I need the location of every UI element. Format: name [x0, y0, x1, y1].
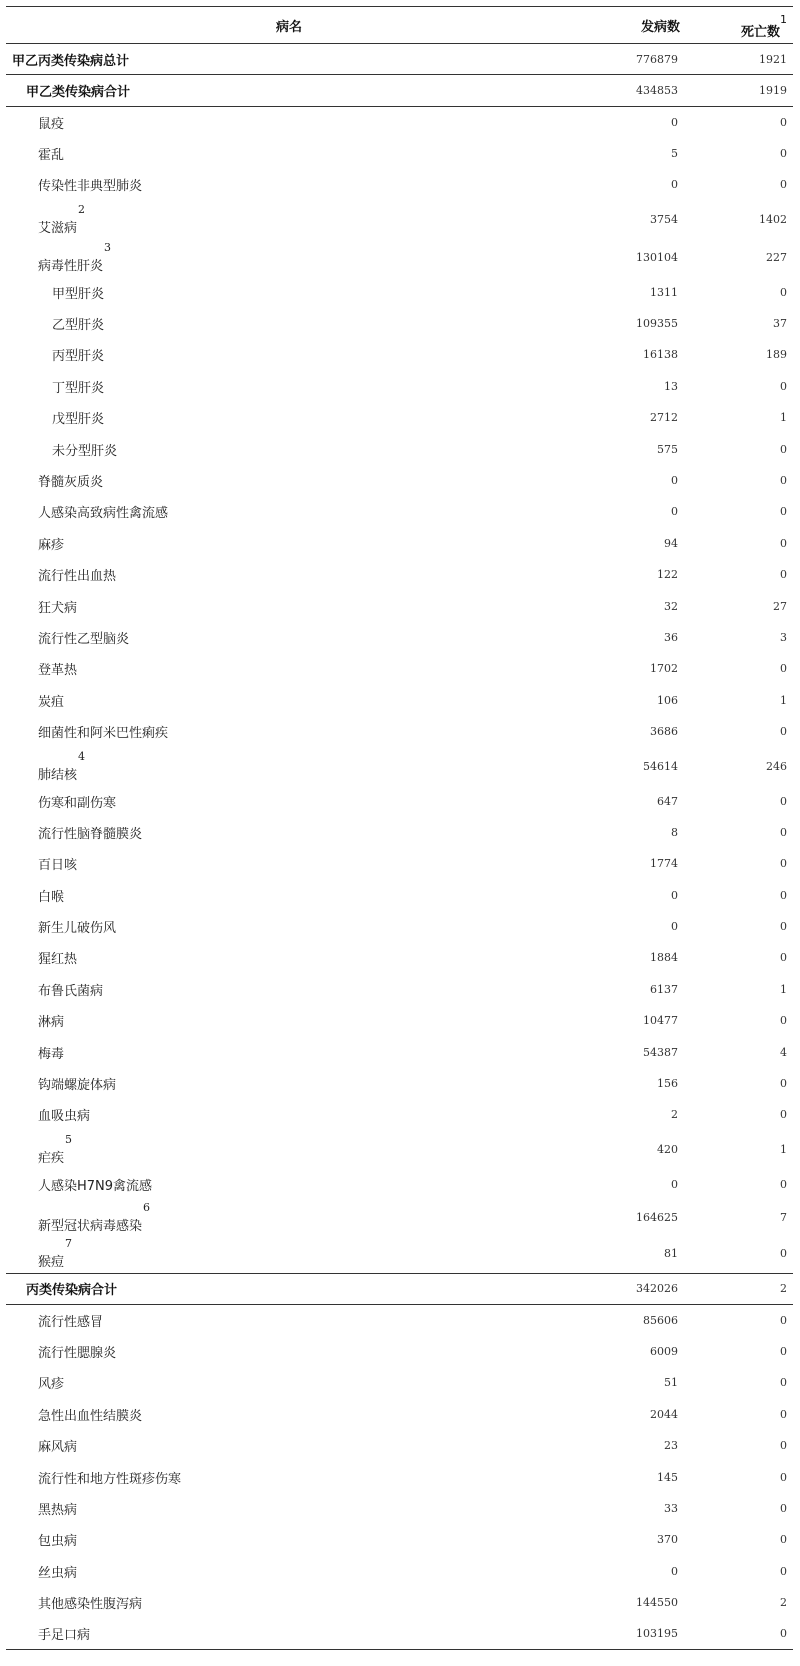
disease-name-with-footnote: [38, 240, 112, 274]
cases-cell: 1774: [650, 857, 678, 871]
cases-cell: 3754: [650, 212, 678, 226]
cases-cell: 122: [657, 568, 678, 582]
table-row: [6, 1587, 793, 1618]
table-row: [6, 1005, 793, 1036]
disease-name-cell: 鼠疫: [38, 116, 65, 132]
cases-cell: 156: [657, 1077, 678, 1091]
cases-cell: 2712: [650, 411, 678, 425]
disease-name-cell: 甲乙类传染病合计: [6, 75, 572, 106]
disease-name-cell: [6, 238, 572, 276]
disease-name-cell: 包虫病: [38, 1534, 78, 1550]
table-row: [6, 747, 793, 785]
table-row: [6, 974, 793, 1005]
disease-name: 新型冠状病毒感染: [38, 1219, 143, 1234]
disease-name-with-footnote: [38, 1133, 73, 1167]
deaths-cell: 4: [780, 1045, 787, 1059]
deaths-cell: 0: [780, 825, 787, 839]
footnote-marker: 5: [65, 1133, 73, 1147]
cases-cell: 10477: [643, 1014, 678, 1028]
deaths-cell: 0: [780, 1313, 787, 1327]
deaths-cell: 1402: [759, 212, 787, 226]
deaths-cell: 0: [780, 662, 787, 676]
cases-cell: 1884: [650, 951, 678, 965]
deaths-cell: 0: [780, 442, 787, 456]
table-row: [6, 590, 793, 621]
cases-cell: 144550: [636, 1596, 678, 1610]
table-row: [6, 371, 793, 402]
table-row: [6, 1099, 793, 1130]
disease-name-cell: 戊型肝炎: [52, 412, 105, 428]
disease-name-cell: 流行性出血热: [38, 569, 117, 585]
disease-name-cell: 流行性和地方性斑疹伤寒: [38, 1471, 182, 1487]
disease-name-cell: 丁型肝炎: [52, 380, 105, 396]
cases-cell: 6137: [650, 982, 678, 996]
table-row: [6, 1524, 793, 1555]
table-row: [6, 1036, 793, 1067]
disease-name-cell: 钩端螺旋体病: [38, 1078, 117, 1094]
table-body: [6, 44, 793, 1650]
disease-name-cell: 流行性脑脊髓膜炎: [38, 826, 143, 842]
disease-name-cell: [6, 1131, 572, 1169]
table-row: [6, 138, 793, 169]
table-row: [6, 1430, 793, 1461]
cases-cell: 0: [671, 1177, 678, 1191]
deaths-cell: 0: [780, 794, 787, 808]
table-row: [6, 1618, 793, 1649]
disease-name: 艾滋病: [38, 220, 78, 236]
cases-cell: 33: [664, 1501, 678, 1515]
cases-cell: 32: [664, 599, 678, 613]
cases-cell: 54387: [643, 1045, 678, 1059]
table-row: [6, 1556, 793, 1587]
disease-name-cell: 炭疽: [38, 694, 65, 710]
disease-name-cell: [6, 747, 572, 785]
deaths-cell: 1: [780, 982, 787, 996]
disease-name: 疟疾: [38, 1151, 65, 1167]
cases-cell: 81: [664, 1247, 678, 1261]
disease-name-cell: 白喉: [38, 889, 65, 905]
disease-name-cell: 风疹: [38, 1377, 65, 1393]
table-row: [6, 1461, 793, 1492]
disease-name-cell: 丙类传染病合计: [6, 1273, 572, 1304]
deaths-cell: 246: [766, 759, 787, 773]
cases-cell: 85606: [643, 1313, 678, 1327]
disease-name-cell: 丙型肝炎: [52, 349, 105, 365]
deaths-cell: 0: [780, 505, 787, 519]
deaths-cell: 1921: [759, 52, 787, 66]
disease-name-cell: 黑热病: [38, 1502, 78, 1518]
cases-cell: 54614: [643, 759, 678, 773]
disease-name-cell: 新生儿破伤风: [38, 921, 117, 937]
deaths-cell: 0: [780, 473, 787, 487]
disease-name-cell: [6, 1235, 572, 1273]
cases-cell: 575: [657, 442, 678, 456]
disease-name-with-footnote: [38, 202, 86, 236]
disease-name-cell: 麻风病: [38, 1440, 78, 1456]
table-row: [6, 1169, 793, 1200]
table-row: [6, 402, 793, 433]
disease-statistics-table: [6, 6, 793, 1650]
deaths-header-footnote: 1: [780, 13, 787, 26]
cases-cell: 0: [671, 178, 678, 192]
table-row: [6, 911, 793, 942]
deaths-cell: 1: [780, 693, 787, 707]
disease-name-cell: 流行性乙型脑炎: [38, 631, 130, 647]
footnote-marker: 2: [78, 202, 86, 216]
disease-name-with-footnote: [38, 749, 86, 783]
table-row: [6, 106, 793, 137]
column-header-cases: 发病数: [572, 7, 684, 44]
table-row: [6, 339, 793, 370]
cases-cell: 0: [671, 473, 678, 487]
deaths-cell: 1: [780, 411, 787, 425]
disease-name-cell: 布鲁氏菌病: [38, 983, 104, 999]
cases-cell: 370: [657, 1533, 678, 1547]
disease-name-cell: 手足口病: [6, 1618, 572, 1649]
deaths-cell: 27: [773, 599, 787, 613]
table-row: [6, 200, 793, 238]
table-header: [6, 7, 793, 44]
deaths-cell: 0: [780, 568, 787, 582]
deaths-cell: 0: [780, 1108, 787, 1122]
cases-cell: 0: [671, 888, 678, 902]
cases-cell: 145: [657, 1470, 678, 1484]
cases-cell: 13: [664, 379, 678, 393]
cases-cell: 51: [664, 1376, 678, 1390]
deaths-cell: 0: [780, 1376, 787, 1390]
disease-name-cell: 伤寒和副伤寒: [38, 795, 117, 811]
disease-name: 肺结核: [38, 767, 78, 783]
disease-name-cell: 登革热: [38, 663, 78, 679]
deaths-cell: 0: [780, 920, 787, 934]
deaths-cell: 0: [684, 1618, 793, 1649]
cases-cell: 1702: [650, 662, 678, 676]
table-row: [6, 653, 793, 684]
table-row: [6, 622, 793, 653]
deaths-cell: 1919: [684, 75, 793, 106]
cases-cell: 164625: [636, 1211, 678, 1224]
disease-name-cell: 乙型肝炎: [52, 318, 105, 334]
cases-cell: 0: [671, 920, 678, 934]
cases-cell: 106: [657, 693, 678, 707]
cases-cell: 130104: [636, 250, 678, 264]
table-row: [6, 1200, 793, 1235]
deaths-cell: 0: [780, 1344, 787, 1358]
table-row: [6, 716, 793, 747]
cases-cell: 342026: [572, 1273, 684, 1304]
disease-name-cell: [6, 1200, 572, 1235]
table-row: [6, 1399, 793, 1430]
deaths-cell: 0: [780, 725, 787, 739]
table-row: [6, 1131, 793, 1169]
table-row: [6, 785, 793, 816]
cases-cell: 3686: [650, 725, 678, 739]
deaths-cell: 227: [766, 250, 787, 264]
cases-cell: 5: [671, 146, 678, 160]
column-header-deaths: [684, 7, 793, 44]
disease-name-cell: 未分型肝炎: [52, 443, 118, 459]
cases-cell: 1311: [650, 285, 678, 299]
cases-cell: 16138: [643, 348, 678, 362]
table-row: [6, 169, 793, 200]
deaths-cell: 0: [780, 285, 787, 299]
deaths-cell: 2: [684, 1273, 793, 1304]
disease-name-cell: 甲乙丙类传染病总计: [12, 53, 130, 69]
disease-name-cell: 丝虫病: [38, 1565, 78, 1581]
deaths-cell: 0: [780, 1439, 787, 1453]
deaths-cell: 2: [780, 1596, 787, 1610]
table-row: [6, 44, 793, 75]
disease-name-cell: 狂犬病: [38, 600, 78, 616]
deaths-cell: 0: [780, 1247, 787, 1261]
table-row: [6, 496, 793, 527]
disease-name-with-footnote: [38, 1201, 151, 1234]
disease-name-cell: 梅毒: [38, 1046, 65, 1062]
table-row: [6, 942, 793, 973]
deaths-cell: 1: [780, 1143, 787, 1157]
deaths-cell: 0: [780, 536, 787, 550]
table-row: [6, 465, 793, 496]
column-header-name: 病名: [6, 7, 572, 44]
table-row: [6, 1367, 793, 1398]
deaths-cell: 0: [780, 1407, 787, 1421]
deaths-cell: 0: [780, 1014, 787, 1028]
disease-name: 猴痘: [38, 1255, 65, 1271]
cases-cell: 0: [671, 115, 678, 129]
disease-name-cell: 人感染高致病性禽流感: [38, 506, 169, 522]
cases-cell: 0: [671, 505, 678, 519]
footnote-marker: 3: [104, 240, 112, 254]
disease-name-cell: 血吸虫病: [38, 1109, 91, 1125]
deaths-cell: 0: [780, 115, 787, 129]
deaths-cell: 0: [780, 146, 787, 160]
disease-name-with-footnote: [38, 1237, 73, 1271]
deaths-cell: 0: [780, 1564, 787, 1578]
deaths-cell: 0: [780, 1533, 787, 1547]
cases-cell: 36: [664, 630, 678, 644]
disease-name-cell: 细菌性和阿米巴性痢疾: [38, 726, 169, 742]
disease-name-cell: 急性出血性结膜炎: [38, 1408, 143, 1424]
footnote-marker: 6: [143, 1201, 151, 1214]
deaths-cell: 0: [780, 1501, 787, 1515]
disease-name-cell: 流行性腮腺炎: [38, 1345, 117, 1361]
deaths-cell: 0: [780, 178, 787, 192]
disease-name-cell: 传染性非典型肺炎: [38, 179, 143, 195]
deaths-cell: 7: [780, 1211, 787, 1224]
disease-name-cell: 其他感染性腹泻病: [38, 1597, 143, 1613]
deaths-cell: 0: [780, 1177, 787, 1191]
disease-name: 病毒性肝炎: [38, 258, 104, 274]
header-row: [6, 7, 793, 44]
disease-name-cell: 淋病: [38, 1015, 65, 1031]
footnote-marker: 7: [65, 1237, 73, 1251]
deaths-cell: 189: [766, 348, 787, 362]
disease-name-cell: 猩红热: [38, 952, 78, 968]
table-row: [6, 559, 793, 590]
disease-name-cell: 甲型肝炎: [52, 286, 105, 302]
disease-name-cell: 流行性感冒: [38, 1314, 104, 1330]
deaths-cell: 3: [780, 630, 787, 644]
cases-cell: 2044: [650, 1407, 678, 1421]
cases-cell: 2: [671, 1108, 678, 1122]
deaths-cell: 0: [780, 857, 787, 871]
cases-cell: 103195: [572, 1618, 684, 1649]
footnote-marker: 4: [78, 749, 86, 763]
table-row: [6, 433, 793, 464]
table-row: [6, 1304, 793, 1335]
table-row: [6, 1235, 793, 1273]
deaths-cell: 0: [780, 1470, 787, 1484]
table-row: [6, 1068, 793, 1099]
table-row: [6, 528, 793, 559]
disease-name-cell: [6, 200, 572, 238]
disease-name-cell: 脊髓灰质炎: [38, 474, 104, 490]
table-row: [6, 879, 793, 910]
disease-name-cell: 霍乱: [38, 147, 65, 163]
table-row: [6, 238, 793, 276]
table-row: [6, 75, 793, 106]
cases-cell: 647: [657, 794, 678, 808]
table-row: [6, 276, 793, 307]
cases-cell: 109355: [636, 317, 678, 331]
cases-cell: 0: [671, 1564, 678, 1578]
table-row: [6, 817, 793, 848]
disease-name-cell: 麻疹: [38, 537, 65, 553]
table-row: [6, 685, 793, 716]
table-row: [6, 1493, 793, 1524]
deaths-cell: 0: [780, 1077, 787, 1091]
disease-name-cell: 百日咳: [38, 858, 78, 874]
cases-cell: 94: [664, 536, 678, 550]
cases-cell: 420: [657, 1143, 678, 1157]
deaths-cell: 0: [780, 379, 787, 393]
table-row: [6, 308, 793, 339]
cases-cell: 23: [664, 1439, 678, 1453]
deaths-cell: 0: [780, 888, 787, 902]
table-row: [6, 1273, 793, 1304]
cases-cell: 6009: [650, 1344, 678, 1358]
deaths-header-label: 死亡数: [740, 25, 780, 40]
cases-cell: 776879: [636, 52, 678, 66]
cases-cell: 434853: [572, 75, 684, 106]
cases-cell: 8: [671, 825, 678, 839]
table-row: [6, 848, 793, 879]
disease-name-cell: 人感染H7N9禽流感: [38, 1178, 153, 1194]
deaths-cell: 0: [780, 951, 787, 965]
table-row: [6, 1336, 793, 1367]
deaths-cell: 37: [773, 317, 787, 331]
